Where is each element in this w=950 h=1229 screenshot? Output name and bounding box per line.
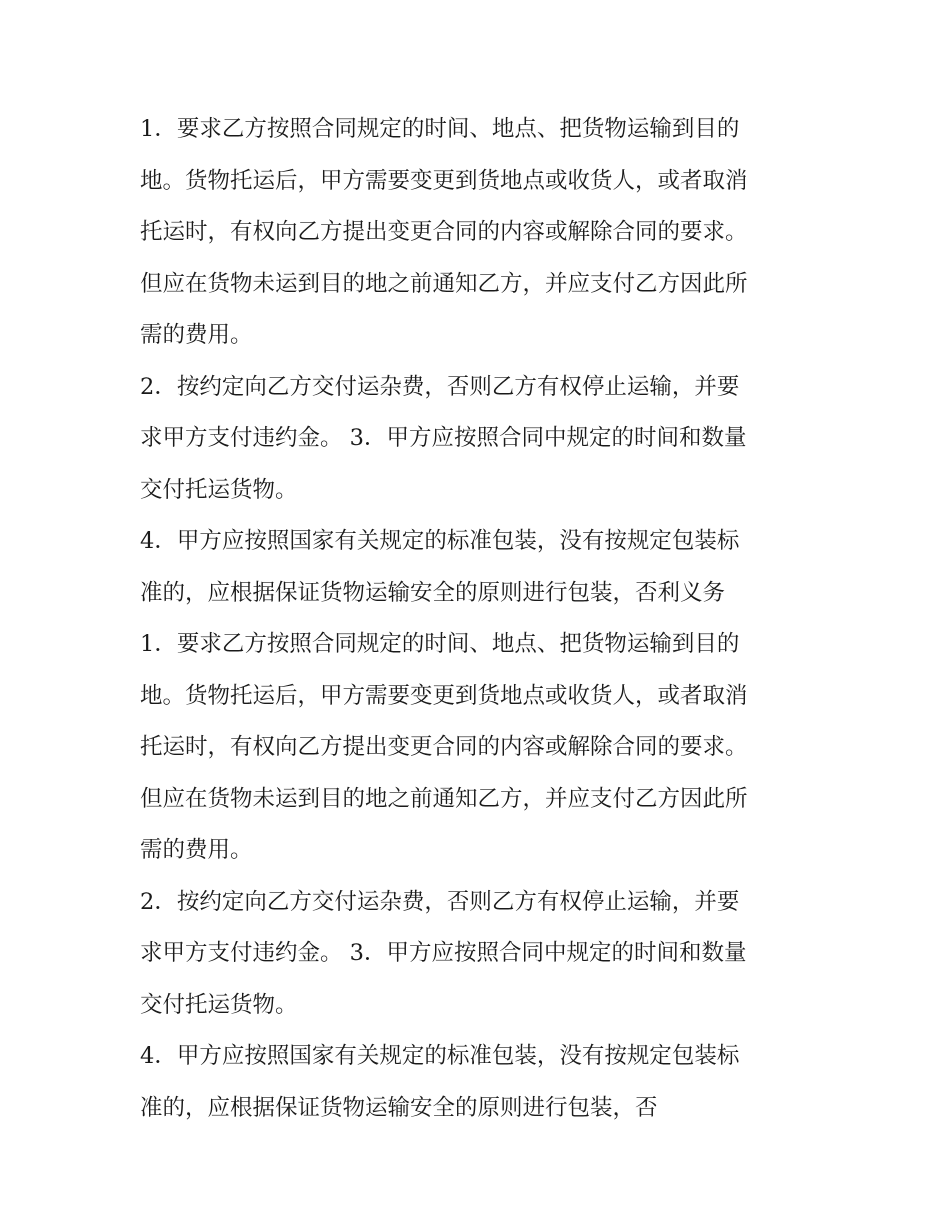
text-line: 托运时，有权向乙方提出变更合同的内容或解除合同的要求。 <box>140 219 748 245</box>
text-line: 2．按约定向乙方交付运杂费，否则乙方有权停止运输，并要 <box>140 888 740 915</box>
text-line: 需的费用。 <box>140 322 253 348</box>
text-line: 4．甲方应按照国家有关规定的标准包装，没有按规定包装标 <box>140 1043 740 1069</box>
text-line: 但应在货物未运到目的地之前通知乙方，并应支付乙方因此所 <box>140 270 748 297</box>
document-body <box>140 104 820 1134</box>
text-line: 但应在货物未运到目的地之前通知乙方，并应支付乙方因此所 <box>140 785 748 812</box>
text-line: 准的，应根据保证货物运输安全的原则进行包装，否 <box>140 1094 658 1121</box>
text-line: 2．按约定向乙方交付运杂费，否则乙方有权停止运输，并要 <box>140 373 740 400</box>
text-line: 地。货物托运后，甲方需要变更到货地点或收货人，或者取消 <box>140 167 748 194</box>
text-line: 交付托运货物。 <box>140 476 298 503</box>
text-line: 地。货物托运后，甲方需要变更到货地点或收货人，或者取消 <box>140 682 748 709</box>
text-line: 4．甲方应按照国家有关规定的标准包装，没有按规定包装标 <box>140 528 740 554</box>
text-line: 1．要求乙方按照合同规定的时间、地点、把货物运输到目的 <box>140 116 740 142</box>
text-line: 准的，应根据保证货物运输安全的原则进行包装，否利义务 <box>140 579 726 606</box>
text-line: 求甲方支付违约金。 3．甲方应按照合同中规定的时间和数量 <box>140 425 747 451</box>
text-line: 求甲方支付违约金。 3．甲方应按照合同中规定的时间和数量 <box>140 940 747 966</box>
text-line: 需的费用。 <box>140 837 253 863</box>
text-line: 托运时，有权向乙方提出变更合同的内容或解除合同的要求。 <box>140 734 748 760</box>
text-line: 交付托运货物。 <box>140 991 298 1018</box>
text-line: 1．要求乙方按照合同规定的时间、地点、把货物运输到目的 <box>140 631 740 657</box>
